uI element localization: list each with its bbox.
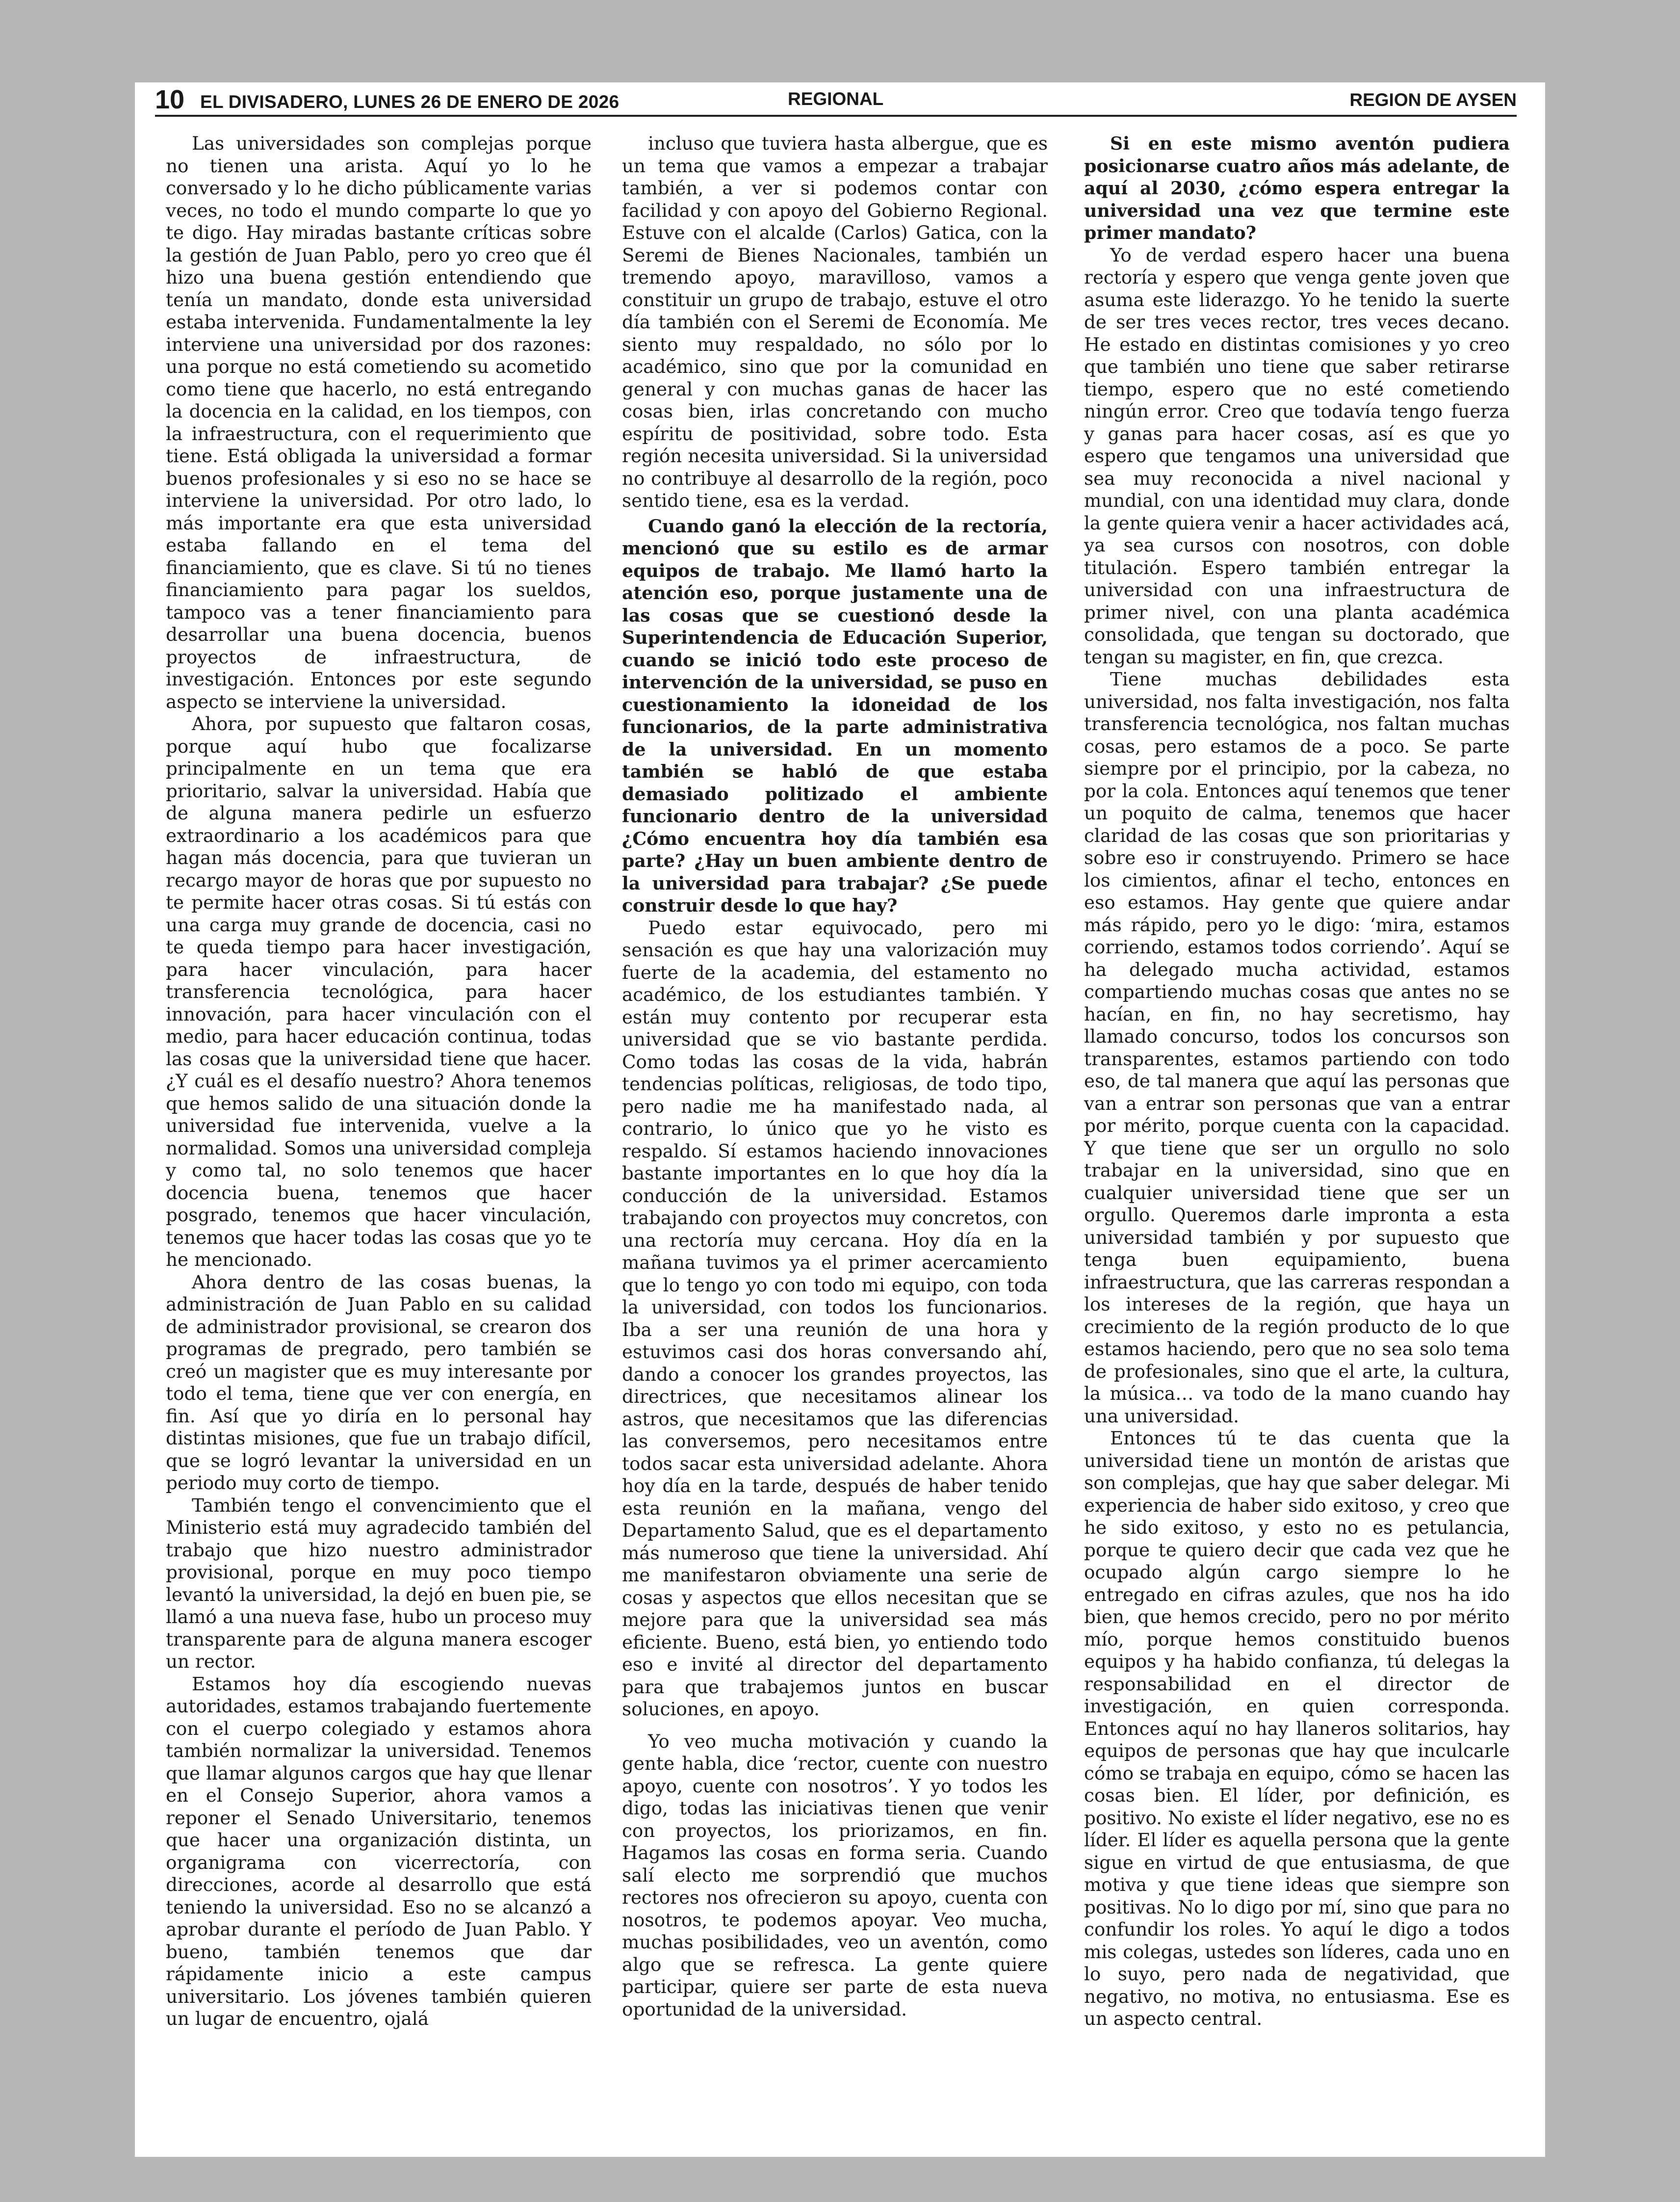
page-header [155,86,1517,117]
section-label: REGIONAL [788,89,884,109]
interview-question: Si en este mismo aventón pudiera posicionarse cuatro años más adelante, de aquí al 2030, ¿cómo espera entregar la universidad una vez que termine este primer mandato? [1084,133,1510,243]
paragraph: Yo de verdad espero hacer una buena rectoría y espero que venga gente joven que asuma este liderazgo. Yo he tenido la suerte de ser tres veces rector, tres veces decano. He estado en distintas comisiones y yo creo que también uno tiene que saber retirarse tiempo, espero que no esté cometiendo ningún error. Creo que todavía tengo fuerza y ganas para hacer cosas, así es que yo espero que tengamos una universidad que sea muy reconocida a nivel nacional y mundial, con una identidad muy clara, donde la gente quiera venir a hacer actividades acá, ya sea cursos con nosotros, con doble titulación. Espero también entregar la universidad con una infraestructura de primer nivel, con una planta académica consolidada, que tengan su doctorado, que tengan su magister, en fin, que crezca. [1084,244,1510,668]
paragraph: Ahora dentro de las cosas buenas, la administración de Juan Pablo en su calidad de administrador provisional, se crearon dos programas de pregrado, pero también se creó un magister que es muy interesante por todo el tema, tiene que ver con energía, en fin. Así que yo diría en lo personal hay distintas misiones, que fue un trabajo difícil, que se logró levantar la universidad en un periodo muy corto de tiempo. [166,1271,592,1494]
region-label: REGION DE AYSEN [1349,90,1517,110]
paragraph: incluso que tuviera hasta albergue, que es un tema que vamos a empezar a trabajar también, a ver si podemos contar con facilidad y con apoyo del Gobierno Regional. Estuve con el alcalde (Carlos) Gatica, con la Seremi de Bienes Nacionales, también un tremendo apoyo, maravilloso, vamos a constituir un grupo de trabajo, estuve el otro día también con el Seremi de Economía. Me siento muy respaldado, no sólo por lo académico, sino que por la comunidad en general y con muchas ganas de hacer las cosas bien, irlas concretando con mucho espíritu de positividad, sobre todo. Esta región necesita universidad. Si la universidad no contribuye al desarrollo de la región, poco sentido tiene, esa es la verdad. [622,132,1048,511]
article-column-3 [1084,132,1510,2030]
paragraph: También tengo el convencimiento que el Ministerio está muy agradecido también del trabajo que hizo nuestro administrador provisional, porque en muy poco tiempo levantó la universidad, la dejó en buen pie, se llamó a una nueva fase, hubo un proceso muy transparente para de alguna manera escoger un rector. [166,1494,592,1672]
paragraph: Ahora, por supuesto que faltaron cosas, porque aquí hubo que focalizarse principalmente en un tema que era prioritario, salvar la universidad. Había que de alguna manera pedirle un esfuerzo extraordinario a los académicos para que hagan más docencia, para que tuvieran un recargo mayor de horas que por supuesto no te permite hacer otras cosas. Si tú estás con una carga muy grande de docencia, casi no te queda tiempo para hacer investigación, para hacer vinculación, para hacer transferencia tecnológica, para hacer innovación, para hacer vinculación con el medio, para hacer educación continua, todas las cosas que la universidad tiene que hacer. ¿Y cuál es el desafío nuestro? Ahora tenemos que hemos salido de una situación donde la universidad fue intervenida, vuelve a la normalidad. Somos una universidad compleja y como tal, no solo tenemos que hacer docencia buena, tenemos que hacer posgrado, tenemos que hacer vinculación, tenemos que hacer todas las cosas que yo te he mencionado. [166,713,592,1270]
interview-question: Cuando ganó la elección de la rectoría, mencionó que su estilo es de armar equipos de trabajo. Me llamó harto la atención eso, porque justamente una de las cosas que se cuestionó desde la Superintendencia de Educación Superior, cuando se inició todo este proceso de intervención de la universidad, se puso en cuestionamiento la idoneidad de los funcionarios, de la parte administrativa de la universidad. En un momento también se habló de que estaba demasiado politizado el ambiente funcionario dentro de la universidad ¿Cómo encuentra hoy día también esa parte? ¿Hay un buen ambiente dentro de la universidad para trabajar? ¿Se puede construir desde lo que hay? [622,515,1048,916]
paragraph: Yo veo mucha motivación y cuando la gente habla, dice ‘rector, cuente con nuestro apoyo, cuente con nosotros’. Y yo todos les digo, todas las iniciativas tienen que venir con proyectos, los priorizamos, en fin. Hagamos las cosas en forma seria. Cuando salí electo me sorprendió que muchos rectores nos ofrecieron su apoyo, cuenta con nosotros, te podemos apoyar. Veo mucha, muchas posibilidades, veo un aventón, como algo que se refresca. La gente quiere participar, quiere ser parte de esta nueva oportunidad de la universidad. [622,1730,1048,2020]
paragraph: Las universidades son complejas porque no tienen una arista. Aquí yo lo he conversado y lo he dicho públicamente varias veces, no todo el mundo comparte lo que yo te digo. Hay miradas bastante críticas sobre la gestión de Juan Pablo, pero yo creo que él hizo una buena gestión entendiendo que tenía un mandato, donde esta universidad estaba intervenida. Fundamentalmente la ley interviene una universidad por dos razones: una porque no está cometiendo su acometido como tiene que hacerlo, no está entregando la docencia en la calidad, en los tiempos, con la infraestructura, con el requerimiento que tiene. Está obligada la universidad a formar buenos profesionales y si eso no se hace se interviene la universidad. Por otro lado, lo más importante era que esta universidad estaba fallando en el tema del financiamiento, que es clave. Si tú no tienes financiamiento para pagar los sueldos, tampoco vas a tener financiamiento para desarrollar una buena docencia, buenos proyectos de infraestructura, de investigación. Entonces por este segundo aspecto se interviene la universidad. [166,132,592,712]
article-column-1 [166,132,592,2030]
paragraph: Puedo estar equivocado, pero mi sensación es que hay una valorización muy fuerte de la academia, del estamento no académico, de los estudiantes también. Y están muy contento por recuperar esta universidad que se vio bastante perdida. Como todas las cosas de la vida, habrán tendencias políticas, religiosas, de todo tipo, pero nadie me ha manifestado nada, al contrario, lo único que yo he visto es respaldo. Sí estamos haciendo innovaciones bastante importantes en lo que hoy día la conducción de la universidad. Estamos trabajando con proyectos muy concretos, con una rectoría muy cercana. Hoy día en la mañana tuvimos ya el primer acercamiento que lo tengo yo con todo mi equipo, con toda la universidad, con todos los funcionarios. Iba a ser una reunión de una hora y estuvimos casi dos horas conversando ahí, dando a conocer los grandes proyectos, las directrices, que necesitamos alinear los astros, que necesitamos que las diferencias las conversemos, pero necesitamos entre todos sacar esta universidad adelante. Ahora hoy día en la tarde, después de haber tenido esta reunión en la mañana, vengo del Departamento Salud, que es el departamento más numeroso que tiene la universidad. Ahí me manifestaron obviamente una serie de cosas y aspectos que ellos necesitan que se mejore para que la universidad sea más eficiente. Bueno, está bien, yo entiendo todo eso e invité al director del departamento para que trabajemos juntos en buscar soluciones, en apoyo. [622,917,1048,1720]
publication-date-line: EL DIVISADERO, LUNES 26 DE ENERO DE 2026 [200,92,620,112]
paragraph: Entonces tú te das cuenta que la universidad tiene un montón de aristas que son complejas, que hay que saber delegar. Mi experiencia de haber sido exitoso, y creo que he sido exitoso, y esto no es petulancia, porque te quiero decir que cada vez que he ocupado algún cargo siempre lo he entregado en cifras azules, que nos ha ido bien, que hemos crecido, pero no por mérito mío, porque hemos constituido buenos equipos y ha habido confianza, tú delegas la responsabilidad en el director de investigación, en quien corresponda. Entonces aquí no hay llaneros solitarios, hay equipos de personas que hay que inculcarle cómo se trabaja en equipo, cómo se hacen las cosas bien. El líder, por definición, es positivo. No existe el líder negativo, ese no es líder. El líder es aquella persona que la gente sigue en virtud de que entusiasma, de que motiva y que tiene ideas que siempre son positivas. No lo digo por mí, sino que para no confundir los roles. Yo aquí le digo a todos mis colegas, ustedes son líderes, cada uno en lo suyo, pero nada de negatividad, que negativo, no motiva, no entusiasma. Ese es un aspecto central. [1084,1427,1510,2029]
article-column-2 [622,132,1048,2020]
page-number: 10 [155,85,185,114]
paragraph: Tiene muchas debilidades esta universidad, nos falta investigación, nos falta transferencia tecnológica, nos faltan muchas cosas, pero estamos de a poco. Se parte siempre por el principio, por la cabeza, no por la cola. Entonces aquí tenemos que tener un poquito de calma, tenemos que hacer claridad de las cosas que son prioritarias y sobre eso ir construyendo. Primero se hace los cimientos, afinar el techo, entonces en eso estamos. Hay gente que quiere andar más rápido, pero yo le digo: ‘mira, estamos corriendo, estamos todos corriendo’. Aquí se ha delegado mucha actividad, estamos compartiendo muchas cosas que antes no se hacían, en fin, no hay secretismo, hay llamado concurso, todos los concursos son transparentes, estamos partiendo con todo eso, de tal manera que aquí las personas que van a entrar son personas que van a entrar por mérito, porque cuenta con la capacidad. Y que tiene que ser un orgullo no solo trabajar en la universidad, sino que en cualquier universidad tiene que ser un orgullo. Queremos darle impronta a esta universidad también y por supuesto que tenga buen equipamiento, buena infraestructura, que las carreras respondan a los intereses de la región, que haya un crecimiento de la región producto de lo que estamos haciendo, pero que no sea solo tema de profesionales, sino que el arte, la cultura, la música… va todo de la mano cuando hay una universidad. [1084,668,1510,1427]
paragraph: Estamos hoy día escogiendo nuevas autoridades, estamos trabajando fuertemente con el cuerpo colegiado y estamos ahora también normalizar la universidad. Tenemos que llamar algunos cargos que hay que llenar en el Consejo Superior, ahora vamos a reponer el Senado Universitario, tenemos que hacer una organización distinta, un organigrama con vicerrectoría, con direcciones, acorde al desarrollo que está teniendo la universidad. Eso no se alcanzó a aprobar durante el período de Juan Pablo. Y bueno, también tenemos que dar rápidamente inicio a este campus universitario. Los jóvenes también quieren un lugar de encuentro, ojalá [166,1673,592,2029]
